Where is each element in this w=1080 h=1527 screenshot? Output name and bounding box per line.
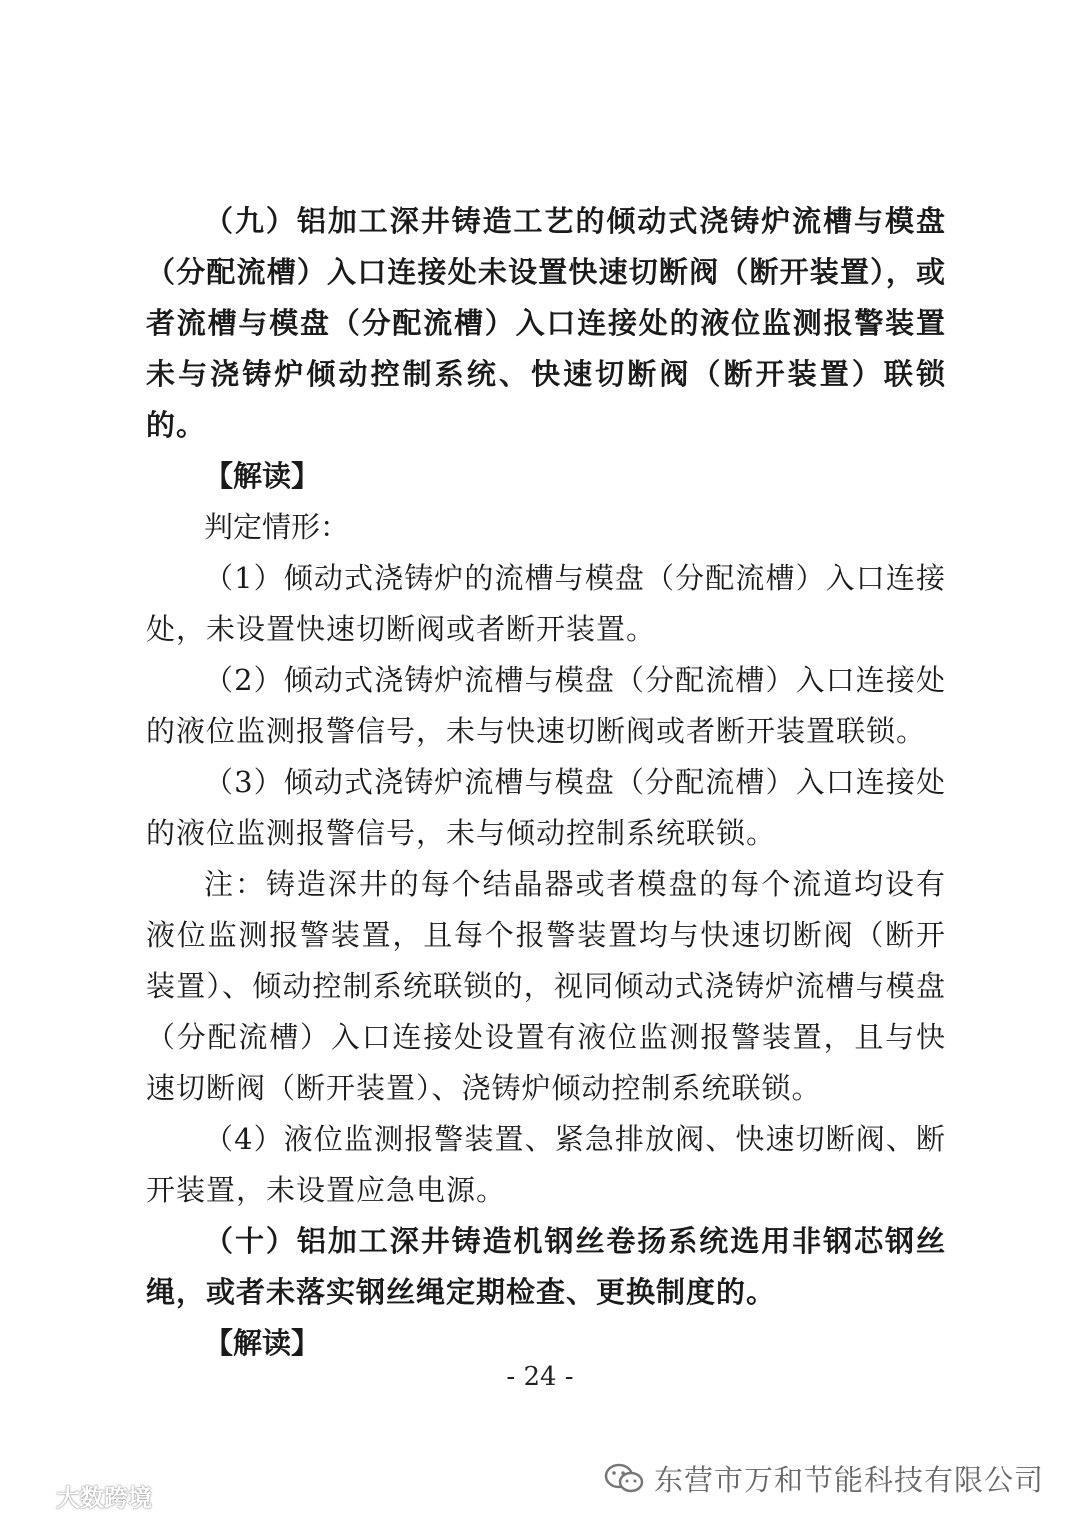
dashuju-logo-icon [8, 1483, 52, 1509]
clause-nine-paragraph: （九）铝加工深井铸造工艺的倾动式浇铸炉流槽与模盘（分配流槽）入口连接处未设置快速切断阀（断开装置），或者流槽与模盘（分配流槽）入口连接处的液位监测报警装置未与浇铸炉倾动控制系统、快速切断阀（断开装置）联锁的。 [146, 204, 946, 442]
criteria-item-2: （2）倾动式浇铸炉流槽与模盘（分配流槽）入口连接处的液位监测报警信号，未与快速切断阀或者断开装置联锁。 [146, 663, 946, 748]
page-number: - 24 - [506, 1362, 574, 1392]
criteria-item-1: （1）倾动式浇铸炉的流槽与模盘（分配流槽）入口连接处，未设置快速切断阀或者断开装置。 [146, 561, 946, 646]
watermark-right-text: 东营市万和节能科技有限公司 [653, 1463, 1044, 1497]
criteria-item-3: （3）倾动式浇铸炉流槽与模盘（分配流槽）入口连接处的液位监测报警信号，未与倾动控制系统联锁。 [146, 765, 946, 850]
clause-ten-paragraph: （十）铝加工深井铸造机钢丝卷扬系统选用非钢芯钢丝绳，或者未落实钢丝绳定期检查、更换制度的。 [146, 1224, 946, 1309]
interpretation-heading: 【解读】 [204, 459, 321, 493]
interpretation-heading-2: 【解读】 [204, 1326, 321, 1360]
wechat-icon [604, 1462, 644, 1496]
criteria-heading: 判定情形： [204, 510, 350, 544]
document-body [146, 196, 946, 1369]
criteria-item-4: （4）液位监测报警装置、紧急排放阀、快速切断阀、断开装置，未设置应急电源。 [146, 1122, 946, 1207]
watermark-right [604, 1458, 1044, 1499]
note-paragraph: 注：铸造深井的每个结晶器或者模盘的每个流道均设有液位监测报警装置，且每个报警装置均与快速切断阀（断开装置）、倾动控制系统联锁的，视同倾动式浇铸炉流槽与模盘（分配流槽）入口连接处设置有液位监测报警装置，且与快速切断阀（断开装置）、浇铸炉倾动控制系统联锁。 [146, 867, 946, 1105]
watermark-left [8, 1478, 152, 1513]
watermark-left-text: 大数跨境 [56, 1484, 152, 1512]
